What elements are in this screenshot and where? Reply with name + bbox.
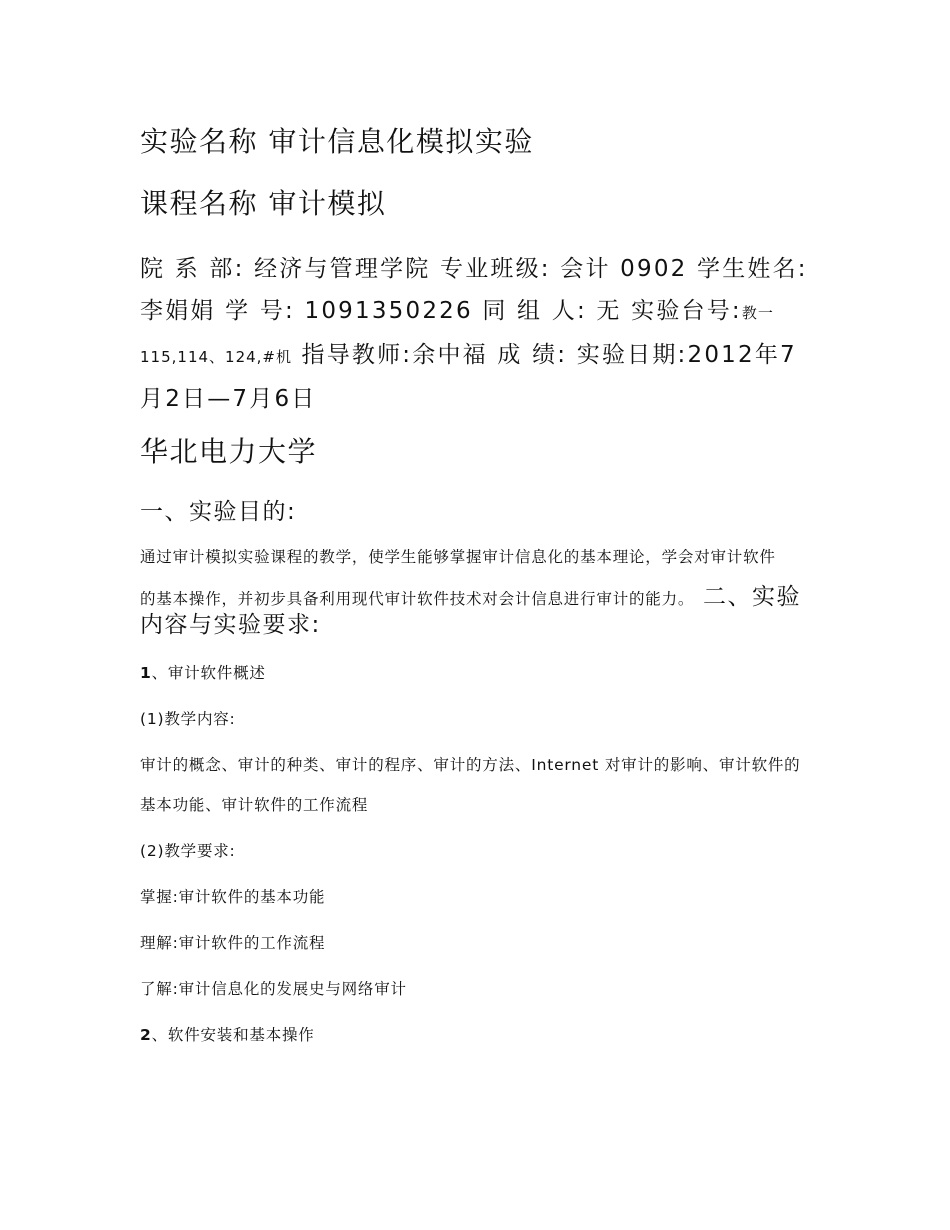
- item-2-title: 、软件安装和基本操作: [151, 1026, 315, 1044]
- item-1-number: 1: [140, 664, 152, 682]
- item-2-heading: [140, 1022, 810, 1048]
- item-1-content-label: (1)教学内容:: [140, 710, 236, 728]
- station-number-text: 教一115,114、124,#机: [140, 304, 774, 366]
- objective-paragraph-1: 通过审计模拟实验课程的教学，使学生能够掌握审计信息化的基本理论，学会对审计软件: [140, 548, 776, 566]
- item-1-requirement-label: (2)教学要求:: [140, 842, 236, 860]
- course-name-heading: 课程名称 审计模拟: [140, 187, 387, 220]
- student-info-block: [140, 248, 810, 420]
- item-1-content-paragraph-2: 基本功能、审计软件的工作流程: [140, 796, 369, 814]
- item-1-title: 、审计软件概述: [151, 664, 266, 682]
- item-1-requirement-1: 掌握:审计软件的基本功能: [140, 888, 326, 906]
- experiment-name-heading: 实验名称 审计信息化模拟实验: [140, 125, 534, 158]
- item-1-requirement-3: 了解:审计信息化的发展史与网络审计: [140, 980, 407, 998]
- section-objective-title: 一、实验目的:: [140, 499, 297, 525]
- item-1-content-paragraph-1: 审计的概念、审计的种类、审计的程序、审计的方法、Internet 对审计的影响、审计软件的: [140, 756, 801, 774]
- student-info-text-a: 院 系 部: 经济与管理学院 专业班级: 会计 0902 学生姓名: 李娟娟 学 号: 1091350226 同 组 人: 无 实验台号:: [140, 256, 808, 324]
- item-1-heading: [140, 660, 810, 686]
- student-info-text-b: 指导教师:余中福 成 绩: 实验日期:2012年7月2日—7月6日: [140, 342, 797, 412]
- item-1-requirement-2: 理解:审计软件的工作流程: [140, 934, 326, 952]
- objective-paragraph-2: [140, 584, 810, 640]
- objective-paragraph-2-text: 的基本操作，并初步具备利用现代审计软件技术对会计信息进行审计的能力。: [140, 590, 695, 608]
- university-name: 华北电力大学: [140, 435, 318, 468]
- section-content-title: 二、实验内容与实验要求:: [140, 584, 802, 638]
- item-2-number: 2: [140, 1026, 152, 1044]
